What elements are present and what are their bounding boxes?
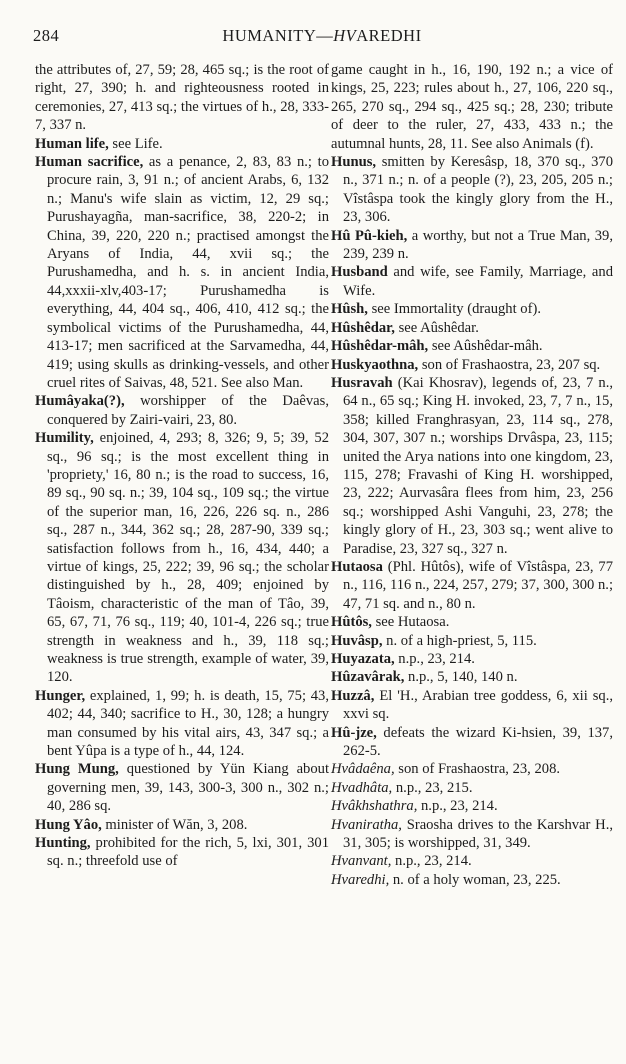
entry-text: as a penance, 2, 83, 83 n.; to procure rain, 3, 91 n.; of ancient Arabs, 6, 132 n.; Manu's wife slain as victim, 12, 29 sq.; Purushayagña, man-sacrifice, 38, 220-2; in China, 39, 220, 220 n.; practised amongst the Aryans of India, 44, xvii sq.; the Purushamedha, and h. s. in ancient India, 44,xxxii-xlv,403-17; Purushamedha is everything, 44, 404 sq., 406, 410, 412 sq.; the symbolical victims of the Purushamedha, 44, 413-17; men sacrificed at the Sarvamedha, 44, 419; using skulls as drinking-vessels, and other cruel rites of Saivas, 48, 521. See also Man. [47,154,329,391]
page-header [33,26,611,48]
entry-text: game caught in h., 16, 190, 192 n.; a vice of kings, 25, 223; rules about h., 27, 106, 220 sq., 265, 270 sq., 294 sq., 425 sq.; 28, 230; tribute of deer to the ruler, 27, 433, 433 n.; the autumnal hunts, 28, 11. See also Animals (f). [331,62,613,152]
page-number: 284 [33,26,60,45]
entry-headword: Hûzavârak, [331,669,405,686]
entry-text: (Kai Khosrav), legends of, 23, 7 n., 64 n., 65 sq.; King H. invoked, 23, 7, 7 n., 15, 358; killed Franghrasyan, 23, 114 sq., 278, 304, 307, 307 n.; worships Drvâspa, 23, 115; united the Arya nations into one kingdom, 23, 115, 278; Fravashi of King H. worshipped, 23, 222; Aurvasâra flees from him, 23, 256 sq.; worshipped Ashi Vanguhi, 23, 278; the kingly glory of H., 23, 303 sq.; went alive to Paradise, 23, 327 sq., 327 n. [343,374,613,557]
index-entry [331,760,613,778]
index-entry [331,300,613,318]
entry-headword: Hvanvant, [331,853,392,870]
entry-headword: Humility, [35,430,94,447]
index-entry [331,632,613,650]
entry-headword: Huskyaothna, [331,356,419,373]
entry-text: see Immortality (draught of). [367,301,541,318]
entry-text: n.p., 5, 140, 140 n. [404,669,518,686]
entry-headword: Hû-jze, [331,724,377,741]
entry-text: see Hutaosa. [371,614,450,631]
entry-headword: Human life, [35,135,109,152]
index-entry [331,797,613,815]
index-entry [35,760,329,815]
entry-headword: Humâyaka(?), [35,393,125,410]
index-entry [331,650,613,668]
entry-text: n.p., 23, 215. [392,779,473,796]
entry-headword: Hunus, [331,154,377,171]
entry-text: see Aûshêdar. [394,319,479,336]
entry-headword: Hunger, [35,687,86,704]
entry-text: smitten by Keresâsp, 18, 370 sq., 370 n., 371 n.; n. of a people (?), 23, 205, 205 n.; Vîstâspa took the kingly glory from the H., 23, 306. [343,154,613,226]
index-entry [331,613,613,631]
index-entry [331,724,613,761]
entry-headword: Hunting, [35,835,91,852]
entry-text: worshipper of the Daêvas, conquered by Zairi-vairi, 23, 80. [47,393,329,428]
entry-text: defeats the wizard Ki-hsien, 39, 137, 262-5. [343,724,613,760]
index-entry [331,61,613,153]
entry-text: (Phl. Hûtôs), wife of Vîstâspa, 23, 77 n., 116, 116 n., 224, 257, 279; 37, 300, 300 n.; 47, 71 sq. and n., 80 n. [343,558,613,612]
entry-text: minister of Wăn, 3, 208. [101,816,248,833]
entry-text: n. of a holy woman, 23, 225. [389,871,561,888]
index-entry [331,816,613,853]
entry-headword: Husravah [331,374,393,391]
index-entry [35,834,329,871]
entry-text: questioned by Yün Kiang about governing men, 39, 143, 300-3, 300 n., 302 n.; 40, 286 sq. [47,761,329,815]
index-entry [331,374,613,558]
index-entry [331,337,613,355]
index-entry [331,687,613,724]
entry-headword: Hvadhâta, [331,779,393,796]
entry-text: n. of a high-priest, 5, 115. [382,632,537,649]
entry-headword: Husband [331,264,388,281]
entry-headword: Human sacrifice, [35,154,144,171]
index-entry [331,558,613,613]
entry-headword: Hutaosa [331,558,383,575]
entry-text: n.p., 23, 214. [394,651,475,667]
entry-headword: Hûsh, [331,301,368,318]
entry-text: the attributes of, 27, 59; 28, 465 sq.; is the root of right, 27, 390; h. and righteousness rooted in ceremonies, 27, 413 sq.; the virtues of h., 28, 333-7, 337 n. [35,62,329,134]
entry-text: explained, 1, 99; h. is death, 15, 75; 43, 402; 44, 340; sacrifice to H., 30, 128; a hungry man consumed by his vital airs, 43, 347 sq.; a bent Yûpa is a type of h., 44, 124. [47,687,329,760]
index-entry [331,153,613,227]
index-entry [35,61,329,135]
entry-headword: Hung Yâo, [35,816,102,833]
entry-headword: Hvaredhi, [331,871,390,888]
index-entry [35,816,329,834]
index-entry [35,687,329,761]
entry-headword: Huzzâ, [331,687,375,704]
index-entry [35,153,329,392]
entry-headword: Hung Mung, [35,761,119,778]
index-entry [331,227,613,264]
index-entry [331,356,613,374]
entry-text: a worthy, but not a True Man, 39, 239, 239 n. [343,227,613,263]
index-entry [35,429,329,687]
index-entry [331,668,613,686]
entry-headword: Huvâsp, [331,632,383,649]
index-entry [331,319,613,337]
entry-text: prohibited for the rich, 5, lxi, 301, 301 sq. n.; threefold use of [47,835,329,870]
entry-headword: Hvâdaêna, [331,761,395,778]
right-column [331,61,613,889]
entry-text: and wife, see Family, Marriage, and Wife. [343,264,613,299]
entry-text: n.p., 23, 214. [391,853,472,870]
entry-headword: Hûshêdar-mâh, [331,338,429,355]
index-entry [331,871,613,889]
entry-text: Sraosha drives to the Karshvar H., 31, 305; is worshipped, 31, 349. [343,816,613,852]
entry-headword: Huyazata, [331,651,395,667]
entry-text: son of Frashaostra, 23, 208. [394,761,561,778]
entry-headword: Hvaniratha, [331,816,402,833]
entry-text: see Aûshêdar-mâh. [428,338,543,355]
index-entry [35,392,329,429]
entry-text: El 'H., Arabian tree goddess, 6, xii sq., xxvi sq. [343,687,613,723]
entry-text: enjoined, 4, 293; 8, 326; 9, 5; 39, 52 sq., 96 sq.; is the most excellent thing in 'propriety,' 16, 80 n.; is the road to success, 16, 89 sq., 90 sq. n.; 39, 104 sq., 109 sq.; the virtue of the superior man, 16, 226, 226 sq. n., 286 sq., 287 n., 344, 362 sq.; 28, 287-90, 339 sq.; satisfaction follows from h., 16, 434, 440; a virtue of kings, 25, 222; 39, 96 sq.; the scholar distinguished by h., 28, 409; enjoined by Tâoism, characteristic of the man of Tâo, 39, 65, 67, 71, 76 sq., 119; 40, 101-4, 226 sq.; true strength in weakness and h., 39, 118 sq.; weakness is true strength, example of water, 39, 120. [47,430,329,686]
index-entry [35,135,329,153]
index-entry [331,852,613,870]
entry-text: n.p., 23, 214. [417,798,498,815]
left-column [35,61,329,871]
entry-headword: Hvâkhshathra, [331,798,418,815]
running-title: HUMANITY—HVAREDHI [222,26,422,45]
entry-text: son of Frashaostra, 23, 207 sq. [418,356,601,373]
entry-text: see Life. [108,135,163,152]
entry-headword: Hû Pû-kieh, [331,227,408,244]
index-entry [331,263,613,300]
entry-headword: Hûshêdar, [331,319,395,336]
entry-headword: Hûtôs, [331,614,372,631]
index-entry [331,779,613,797]
